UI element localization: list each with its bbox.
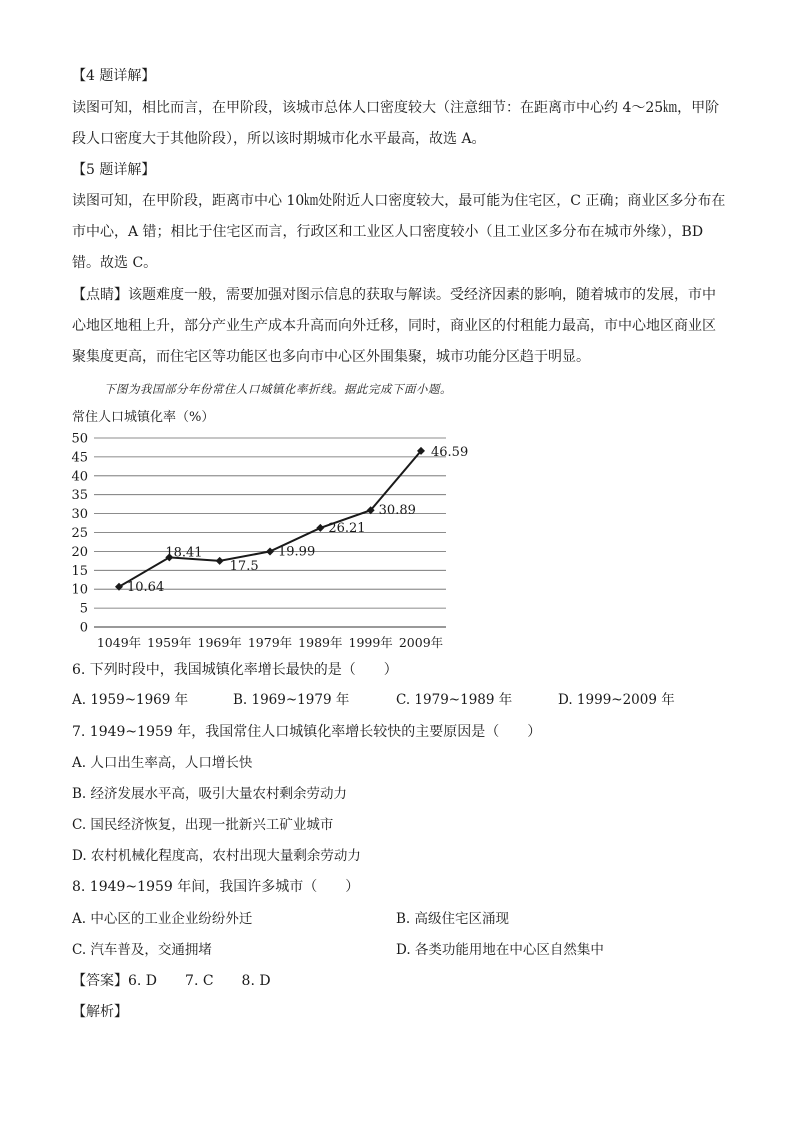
q7-option-a[interactable]: A. 人口出生率高，人口增长快 [72, 755, 253, 771]
q4-text-line-2: 段人口密度大于其他阶段），所以该时期城市化水平最高，故选 A。 [72, 131, 486, 147]
x-tick-label: 1989年 [298, 635, 343, 650]
y-tick-label: 50 [71, 431, 88, 447]
x-tick-label: 1959年 [147, 635, 192, 650]
q6-option-d[interactable]: D. 1999~2009 年 [558, 692, 675, 708]
data-label: 10.64 [127, 579, 165, 595]
y-tick-label: 5 [79, 601, 88, 617]
series-line [119, 451, 421, 587]
q4-text-line-1: 读图可知，相比而言，在甲阶段，该城市总体人口密度较大（注意细节：在距离市中心约 4～25㎞，甲阶 [72, 100, 720, 116]
q4-heading: 【4 题详解】 [72, 68, 156, 84]
q8-option-b[interactable]: B. 高级住宅区涌现 [396, 911, 510, 927]
dianjing-line-3: 聚集度更高，而住宅区等功能区也多向市中心区外围集聚，城市功能分区趋于明显。 [72, 349, 590, 365]
y-tick-label: 20 [71, 544, 88, 560]
dianjing-line-2: 心地区地租上升，部分产业生产成本升高而向外迁移，同时，商业区的付租能力最高，市中心地区商业区 [72, 318, 716, 334]
q8-stem: 8. 1949~1959 年间，我国许多城市（ ） [72, 879, 360, 895]
data-label: 17.5 [229, 558, 259, 574]
q8-option-a[interactable]: A. 中心区的工业企业纷纷外迁 [72, 911, 253, 927]
q5-heading: 【5 题详解】 [72, 162, 156, 178]
y-tick-label: 25 [71, 526, 88, 541]
data-label: 30.89 [378, 503, 416, 519]
answer-text: 6. D 7. C 8. D [128, 973, 271, 989]
q6-stem: 6. 下列时段中，我国城镇化率增长最快的是（ ） [72, 662, 398, 678]
chart-title: 常住人口城镇化率（%） [72, 410, 215, 425]
y-tick-label: 30 [71, 507, 88, 523]
data-point-marker [316, 524, 324, 532]
data-point-marker [216, 557, 224, 565]
q8-option-c[interactable]: C. 汽车普及，交通拥堵 [72, 942, 212, 958]
q6-option-b[interactable]: B. 1969~1979 年 [233, 692, 350, 708]
x-tick-label: 1969年 [197, 635, 242, 650]
q7-option-b[interactable]: B. 经济发展水平高，吸引大量农村剩余劳动力 [72, 786, 348, 802]
urbanization-line-chart [64, 428, 469, 652]
analysis-label: 【解析】 [72, 1004, 128, 1020]
chart-intro: 下图为我国部分年份常住人口城镇化率折线。据此完成下面小题。 [104, 382, 452, 396]
y-tick-label: 0 [79, 620, 88, 636]
q5-text-line-2: 市中心，A 错；相比于住宅区而言，行政区和工业区人口密度较小（且工业区多分布在城市外缘），BD [72, 224, 704, 240]
dianjing-line-1: 【点睛】该题难度一般，需要加强对图示信息的获取与解读。受经济因素的影响，随着城市的发展，市中 [72, 287, 716, 303]
q5-text-line-1: 读图可知，在甲阶段，距离市中心 10㎞处附近人口密度较大，最可能为住宅区，C 正确；商业区多分布在 [72, 193, 726, 209]
answer-line [72, 971, 271, 991]
answer-label: 【答案】 [72, 973, 128, 989]
q7-stem: 7. 1949~1959 年，我国常住人口城镇化率增长较快的主要原因是（ ） [72, 724, 542, 740]
q6-option-a[interactable]: A. 1959~1969 年 [72, 692, 189, 708]
q7-option-c[interactable]: C. 国民经济恢复，出现一批新兴工矿业城市 [72, 817, 334, 833]
y-tick-label: 35 [71, 488, 88, 504]
x-tick-label: 1049年 [96, 635, 142, 650]
y-tick-label: 15 [71, 563, 88, 579]
data-label: 19.99 [278, 544, 316, 560]
data-point-marker [266, 547, 274, 555]
x-tick-label: 1979年 [247, 635, 293, 650]
y-tick-label: 40 [71, 469, 88, 485]
y-tick-label: 45 [71, 450, 88, 466]
data-label: 18.41 [165, 545, 203, 561]
y-tick-label: 10 [71, 582, 88, 598]
q6-option-c[interactable]: C. 1979~1989 年 [396, 692, 513, 708]
q7-option-d[interactable]: D. 农村机械化程度高，农村出现大量剩余劳动力 [72, 848, 361, 864]
x-tick-label: 2009年 [398, 635, 444, 650]
data-label: 26.21 [328, 520, 366, 536]
data-label: 46.59 [431, 444, 469, 460]
q8-option-d[interactable]: D. 各类功能用地在中心区自然集中 [396, 942, 604, 958]
x-tick-label: 1999年 [348, 635, 393, 650]
q5-text-line-3: 错。故选 C。 [72, 255, 158, 271]
